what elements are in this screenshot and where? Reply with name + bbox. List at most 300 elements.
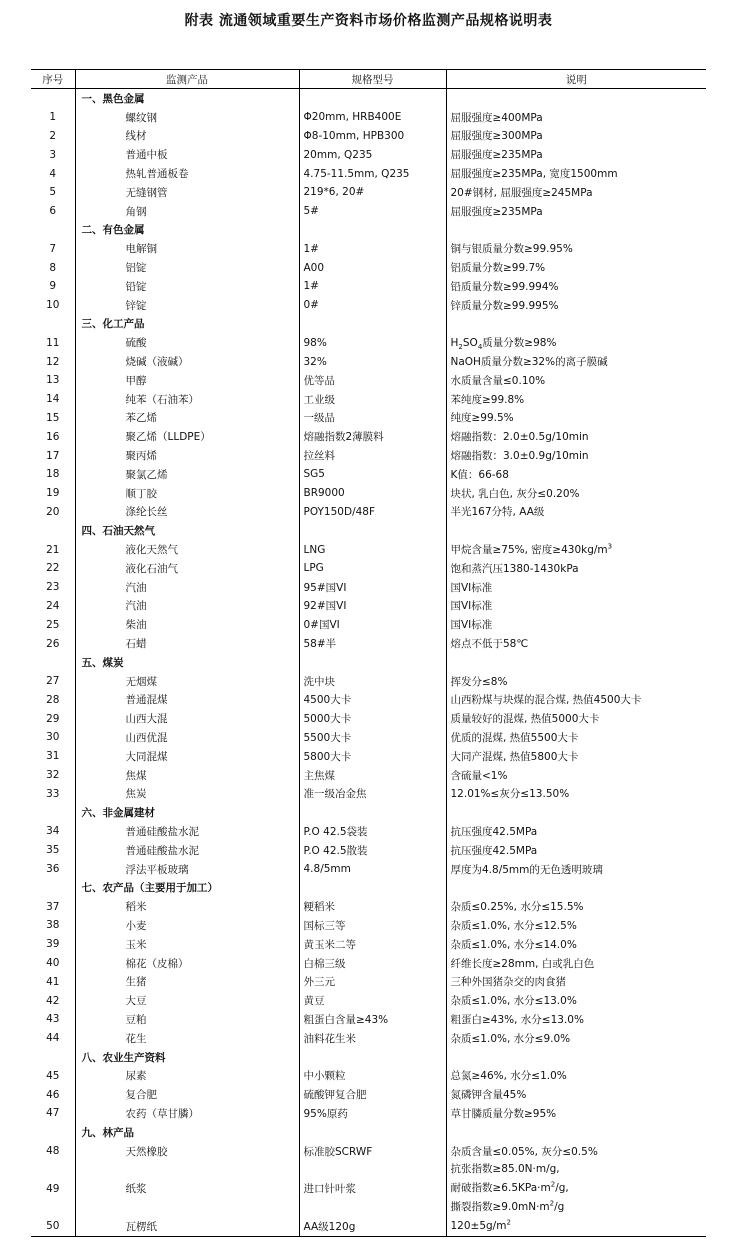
product-name: 无烟煤 [75,672,299,691]
category-row [31,803,706,822]
desc-cell [446,145,706,164]
desc-cell [446,728,706,747]
spec-cell: 熔融指数2薄膜料 [299,427,446,446]
desc-line: 抗压强度42.5MPa [450,844,538,857]
desc-cell [446,465,706,484]
category-label: 三、化工产品 [75,315,299,334]
index-cell: 31 [46,750,60,763]
product-name: 锌锭 [75,296,299,315]
index-cell: 2 [49,129,57,142]
table-row [31,916,706,935]
desc-line: 山西粉煤与块煤的混合煤, 热值4500大卡 [450,694,642,707]
table-row [31,935,706,954]
spec-cell: 主焦煤 [299,766,446,785]
index-cell: 19 [46,487,60,500]
spec-cell: 油料花生米 [299,1029,446,1048]
header-product: 监测产品 [75,70,299,89]
spec-cell: A00 [299,258,446,277]
category-row [31,315,706,334]
table-row [31,747,706,766]
category-label: 八、农业生产资料 [75,1048,299,1067]
desc-cell [446,409,706,428]
index-cell: 23 [46,581,60,594]
spec-cell: 1# [299,239,446,258]
index-cell [31,878,75,897]
spec-table [31,69,706,1237]
index-cell: 39 [46,938,60,951]
index-cell: 37 [46,900,60,913]
product-name: 硫酸 [75,333,299,352]
product-name: 无缝钢管 [75,183,299,202]
desc-cell [446,1066,706,1085]
index-cell: 14 [46,393,60,406]
index-cell: 27 [46,675,60,688]
spec-cell: BR9000 [299,484,446,503]
index-cell [31,89,75,108]
index-cell [31,221,75,240]
desc-line: 屈服强度≥235MPa [450,205,543,218]
spec-cell: 拉丝料 [299,446,446,465]
desc-line: 纯度≥99.5% [450,412,514,425]
index-cell: 20 [46,505,60,518]
table-row [31,822,706,841]
desc-cell [446,446,706,465]
desc-line: 国VI标准 [450,600,493,613]
spec-cell [299,1123,446,1142]
index-cell: 35 [46,844,60,857]
table-row [31,1142,706,1161]
product-name: 线材 [75,127,299,146]
desc-cell [446,315,706,334]
desc-line: 20#钢材, 屈服强度≥245MPa [450,186,593,199]
spec-cell: 粗蛋白含量≥43% [299,1010,446,1029]
index-cell: 18 [46,468,60,481]
index-cell: 21 [46,543,60,556]
spec-cell: AA级120g [299,1217,446,1236]
product-name: 烧碱（液碱） [75,352,299,371]
desc-line: 熔融指数：3.0±0.9g/10min [450,450,589,463]
desc-line: $H_2SO_4$质量分数≥98% [450,337,557,352]
table-header-row [31,70,706,89]
index-cell: 3 [49,148,57,161]
index-cell: 48 [46,1145,60,1158]
desc-line: 挥发分≤8% [450,675,508,688]
table-row [31,578,706,597]
table-row [31,239,706,258]
product-name: 普通混煤 [75,691,299,710]
spec-cell: 1# [299,277,446,296]
table-row [31,1217,706,1236]
spec-cell: 黄豆 [299,991,446,1010]
desc-cell [446,897,706,916]
category-label: 二、有色金属 [75,221,299,240]
desc-cell [446,822,706,841]
desc-cell [446,709,706,728]
desc-line: 质量较好的混煤, 热值5000大卡 [450,713,600,726]
desc-line: K值：66-68 [450,468,509,481]
index-cell: 44 [46,1032,60,1045]
table-row [31,615,706,634]
desc-line: 屈服强度≥400MPa [450,111,543,124]
product-name: 豆粕 [75,1010,299,1029]
category-label: 四、石油天然气 [75,521,299,540]
header-index: 序号 [31,70,75,89]
index-cell [31,1123,75,1142]
index-cell [31,521,75,540]
table-row [31,446,706,465]
desc-cell [446,597,706,616]
desc-line: 甲烷含量≥75%, 密度$\ge 430kg/m^3$ [450,542,613,557]
product-name: 大豆 [75,991,299,1010]
table-row [31,296,706,315]
desc-cell [446,747,706,766]
product-name: 螺纹钢 [75,108,299,127]
index-cell: 28 [46,693,60,706]
desc-line: 粗蛋白≥43%, 水分≤13.0% [450,1013,584,1026]
desc-cell [446,390,706,409]
desc-cell [446,202,706,221]
spec-cell [299,878,446,897]
category-label: 五、煤炭 [75,653,299,672]
product-name: 浮法平板玻璃 [75,860,299,879]
index-cell: 9 [49,280,57,293]
spec-cell [299,521,446,540]
table-row [31,108,706,127]
desc-line: 杂质≤1.0%, 水分≤12.5% [450,919,577,932]
spec-cell: 白棉三级 [299,954,446,973]
desc-cell [446,333,706,352]
spec-cell: 工业级 [299,390,446,409]
desc-line: 国VI标准 [450,581,493,594]
desc-cell [446,766,706,785]
desc-cell [446,503,706,522]
desc-cell [446,860,706,879]
desc-line: 撕裂指数$\ge 9.0mN\cdot m^2/g$ [450,1199,565,1214]
desc-line: 杂质含量≤0.05%, 灰分≤0.5% [450,1145,598,1158]
index-cell: 12 [46,355,60,368]
table-row [31,1160,706,1216]
spec-cell: Φ20mm, HRB400E [299,108,446,127]
table-row [31,503,706,522]
desc-line: 杂质≤0.25%, 水分≤15.5% [450,901,584,914]
product-name: 电解铜 [75,239,299,258]
category-row [31,89,706,108]
table-row [31,991,706,1010]
desc-cell [446,521,706,540]
desc-cell [446,1085,706,1104]
spec-cell: 4500大卡 [299,691,446,710]
desc-cell [446,916,706,935]
index-cell: 42 [46,994,60,1007]
product-name: 纯苯（石油苯） [75,390,299,409]
desc-cell [446,691,706,710]
table-row [31,728,706,747]
index-cell: 11 [46,336,60,349]
desc-line: 水质量含量≤0.10% [450,374,546,387]
desc-line: 屈服强度≥235MPa [450,149,543,162]
desc-line: $120\pm 5g/m^2$ [450,1218,511,1233]
desc-cell [446,935,706,954]
index-cell: 46 [46,1088,60,1101]
table-row [31,860,706,879]
desc-line: 草甘膦质量分数≥95% [450,1107,557,1120]
desc-cell [446,1104,706,1123]
spec-cell: P.O 42.5散装 [299,841,446,860]
table-row [31,258,706,277]
table-row [31,784,706,803]
desc-line: 氮磷钾含量45% [450,1089,527,1102]
desc-line: 块状, 乳白色, 灰分≤0.20% [450,487,580,500]
table-row [31,954,706,973]
product-name: 液化石油气 [75,559,299,578]
desc-cell [446,841,706,860]
index-cell: 1 [49,111,57,124]
table-row [31,691,706,710]
product-name: 尿素 [75,1066,299,1085]
page-title: 附表 流通领域重要生产资料市场价格监测产品规格说明表 [184,13,553,29]
desc-line: 优质的混煤, 热值5500大卡 [450,731,579,744]
desc-line: 屈服强度≥235MPa, 宽度1500mm [450,168,618,181]
spec-cell [299,1048,446,1067]
spec-cell [299,803,446,822]
product-name: 生猪 [75,972,299,991]
index-cell: 17 [46,449,60,462]
desc-cell [446,672,706,691]
product-name: 玉米 [75,935,299,954]
spec-cell [299,653,446,672]
table-row [31,597,706,616]
spec-cell: 5000大卡 [299,709,446,728]
spec-cell: 外三元 [299,972,446,991]
desc-line: 三种外国猪杂交的肉食猪 [450,976,566,989]
desc-cell [446,653,706,672]
product-name: 苯乙烯 [75,409,299,428]
desc-line: 熔融指数：2.0±0.5g/10min [450,431,589,444]
spec-cell [299,221,446,240]
product-name: 普通中板 [75,145,299,164]
table-row [31,709,706,728]
desc-line: 铜与银质量分数≥99.95% [450,243,573,256]
table-row [31,1085,706,1104]
product-name: 柴油 [75,615,299,634]
spec-cell: 92#国VI [299,597,446,616]
product-name: 顺丁胶 [75,484,299,503]
desc-cell [446,559,706,578]
spec-cell: 20mm, Q235 [299,145,446,164]
category-row [31,221,706,240]
desc-cell [446,183,706,202]
desc-cell [446,991,706,1010]
index-cell: 5 [49,186,57,199]
spec-cell: 4.75-11.5mm, Q235 [299,164,446,183]
desc-line: 熔点不低于58℃ [450,638,529,650]
table-row [31,1029,706,1048]
table-row [31,127,706,146]
spec-cell: 优等品 [299,371,446,390]
product-name: 瓦楞纸 [75,1217,299,1236]
product-name: 聚丙烯 [75,446,299,465]
category-label: 七、农产品（主要用于加工） [75,878,299,897]
product-name: 聚乙烯（LLDPE） [75,427,299,446]
index-cell: 15 [46,411,60,424]
spec-cell: 58#半 [299,634,446,653]
desc-line: 12.01%≤灰分≤13.50% [450,788,570,801]
product-name: 角钢 [75,202,299,221]
desc-cell [446,127,706,146]
product-name: 甲醇 [75,371,299,390]
desc-line: 杂质≤1.0%, 水分≤14.0% [450,938,577,951]
desc-line: 耐破指数$\ge 6.5KPa\cdot m^2/g$, [450,1180,569,1195]
spec-cell: 5500大卡 [299,728,446,747]
spec-cell: LNG [299,540,446,559]
desc-cell [446,972,706,991]
product-name: 铅锭 [75,277,299,296]
desc-cell [446,89,706,108]
index-cell: 33 [46,787,60,800]
desc-line: 杂质≤1.0%, 水分≤13.0% [450,995,577,1008]
table-row [31,277,706,296]
product-name: 山西大混 [75,709,299,728]
spec-cell: 黄玉米二等 [299,935,446,954]
desc-cell [446,221,706,240]
spec-cell: 95#国VI [299,578,446,597]
desc-cell [446,615,706,634]
desc-cell [446,239,706,258]
product-name: 农药（草甘膦） [75,1104,299,1123]
desc-cell [446,1142,706,1161]
spec-cell: 5800大卡 [299,747,446,766]
table-row [31,333,706,352]
index-cell: 8 [49,261,57,274]
product-name: 棉花（皮棉） [75,954,299,973]
table-row [31,1010,706,1029]
table-row [31,540,706,559]
table-row [31,1104,706,1123]
product-name: 聚氯乙烯 [75,465,299,484]
spec-cell: 洗中块 [299,672,446,691]
desc-cell [446,784,706,803]
category-label: 九、林产品 [75,1123,299,1142]
category-row [31,1123,706,1142]
spec-cell: 粳稻米 [299,897,446,916]
table-row [31,164,706,183]
product-name: 稻米 [75,897,299,916]
product-name: 焦炭 [75,784,299,803]
spec-cell: 一级品 [299,409,446,428]
desc-cell [446,1048,706,1067]
index-cell: 45 [46,1069,60,1082]
category-row [31,653,706,672]
index-cell: 7 [49,242,57,255]
index-cell: 40 [46,957,60,970]
desc-cell [446,578,706,597]
desc-cell [446,1010,706,1029]
product-name: 小麦 [75,916,299,935]
table-row [31,465,706,484]
product-name: 大同混煤 [75,747,299,766]
index-cell: 22 [46,562,60,575]
desc-cell [446,634,706,653]
desc-cell [446,164,706,183]
spec-cell: 4.8/5mm [299,860,446,879]
table-row [31,484,706,503]
table-row [31,183,706,202]
spec-cell [299,315,446,334]
desc-line: 半光167分特, AA级 [450,506,545,519]
index-cell: 25 [46,618,60,631]
desc-cell [446,954,706,973]
index-cell [31,1048,75,1067]
table-row [31,352,706,371]
desc-cell [446,371,706,390]
desc-cell [446,258,706,277]
desc-line: 苯纯度≥99.8% [450,393,525,406]
desc-line: 含硫量<1% [450,769,508,782]
index-cell: 30 [46,731,60,744]
table-row [31,390,706,409]
category-label: 六、非金属建材 [75,803,299,822]
index-cell: 29 [46,712,60,725]
product-name: 涤纶长丝 [75,503,299,522]
spec-cell: 98% [299,333,446,352]
spec-cell: 标准胶SCRWF [299,1142,446,1161]
desc-cell [446,277,706,296]
desc-line: 杂质≤1.0%, 水分≤9.0% [450,1032,571,1045]
desc-line: 纤维长度≥28mm, 白或乳白色 [450,957,595,970]
desc-cell [446,296,706,315]
product-name: 热轧普通板卷 [75,164,299,183]
index-cell: 26 [46,637,60,650]
desc-line: NaOH质量分数≥32%的离子膜碱 [450,356,608,369]
desc-line: 铅质量分数≥99.994% [450,280,559,293]
product-name: 汽油 [75,597,299,616]
desc-line: 抗压强度42.5MPa [450,825,538,838]
index-cell: 49 [46,1182,60,1195]
desc-line: 铝质量分数≥99.7% [450,262,546,275]
index-cell: 50 [31,1217,75,1236]
desc-line: 饱和蒸汽压1380-1430kPa [450,562,579,575]
spec-cell: 0# [299,296,446,315]
product-name: 花生 [75,1029,299,1048]
index-cell: 41 [46,975,60,988]
category-label: 一、黑色金属 [75,89,299,108]
index-cell: 13 [46,374,60,387]
index-cell [31,653,75,672]
header-spec: 规格型号 [299,70,446,89]
category-row [31,521,706,540]
table-row [31,559,706,578]
spec-cell: Φ8-10mm, HPB300 [299,127,446,146]
spec-cell: 硫酸钾复合肥 [299,1085,446,1104]
desc-line: 总氮≥46%, 水分≤1.0% [450,1070,567,1083]
index-cell: 32 [46,769,60,782]
desc-cell [446,878,706,897]
product-name: 复合肥 [75,1085,299,1104]
product-name: 汽油 [75,578,299,597]
desc-cell [446,352,706,371]
product-name: 山西优混 [75,728,299,747]
table-row [31,841,706,860]
index-cell [31,803,75,822]
product-name: 石蜡 [75,634,299,653]
index-cell: 6 [49,205,57,218]
table-row [31,409,706,428]
index-cell: 10 [46,299,60,312]
index-cell: 34 [46,825,60,838]
spec-cell: 32% [299,352,446,371]
table-row [31,972,706,991]
index-cell [31,315,75,334]
